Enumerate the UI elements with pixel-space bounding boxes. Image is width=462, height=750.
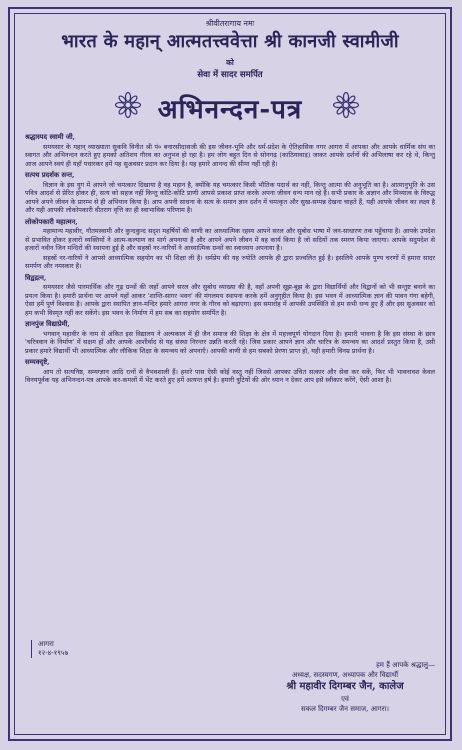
section-samyakdrishte (25, 358, 435, 385)
date: १२-४-१९५७ (38, 649, 69, 657)
section-heading: श्रद्धास्पद स्वामी जी, (25, 133, 76, 141)
section-gyanpunj (25, 320, 435, 355)
document-title: अभिनन्दन-पत्र (157, 95, 303, 125)
headline: भारत के महान् आत्मतत्त्ववेत्ता श्री कानजी स्वामीजी (61, 31, 399, 52)
paragraph: विज्ञान के इस युग में आपने जो चमत्कार दिखाया है वह महान है, क्योंकि यह चमत्कार किसी भौतिक पदार्थ का नहीं, किन्तु आत्मा की अनुभूति का है। आत्मानुभूति के उस पवित्र आदर्श से प्रेरित होकर ही, सत्य को सहज नहीं किन्तु कोटि-कोटि प्राणी आपसे प्रकाश प्राप्त करके अपना जीवन धन्य मान रहे हैं। सभी प्रकार के अज्ञान और मिथ्यात्व के विरुद्ध आपने अपने जीवन के प्रारम्भ से ही अभियान किया है। आप अपनी साधना के सत्य के समान ज्ञान दर्शन में चमत्कृत और सुख-सम्पन्न देखना चाहते हैं, यही आपके जीवन का लक्ष्य है और यही आपकी लोकोपकारी वीतराग वृत्ति का ही स्वाभाविक परिणाम है। (25, 180, 435, 214)
section-vidvadratna (25, 274, 435, 318)
paragraph: सहस्रों नर-नारियों ने आपसे आध्यात्मिक सहयोग का भी शिक्षा ली है। धर्मप्रेम की यह ज्योति आपके ही द्वारा प्रज्वलित हुई है। इसलिये आपके पुण्य चरणों में हमारा सादर समर्पण और नमस्कार है। (25, 253, 435, 270)
section-heading: ज्ञानपुंज विद्याप्रेमी, (25, 320, 70, 328)
paragraph: महामान्य महावीर, गौतमस्वामी और कुन्दकुन्द सदृश महर्षियों की वाणी का आध्यात्मिक रहस्य आपने सरल और सुबोध भाषा में जन-साधारण तक पहुँचाया है। आपके उपदेश से प्रभावित होकर हजारों व्यक्तियों ने आत्म-कल्याण का मार्ग अपनाया है और आपने अपने जीवन में वह कार्य किया है जो सदियों तक स्मरण किया जाएगा। आपके सदुपदेश से हजारों नवीन जिन मन्दिरों की स्थापना हुई है और सहस्रों नर-नारियों ने आध्यात्मिक ग्रन्थों का स्वाध्याय अपनाया है। (25, 227, 435, 252)
paragraph: समयसार जैसे पारमार्थिक और गूढ़ ग्रन्थों की जहाँ आपने सरल और सुबोध व्याख्या की है, वहाँ अपनी सूझ-बूझ के द्वारा विद्यार्थियों और विद्वानों को भी सन्तुष्ट बनाने का प्रयत्न किया है। हमारी प्रार्थना पर आपने यहाँ आकर 'शान्ति-सागर भवन' की मंगलमय स्थापना करके हमें अनुगृहीत किया है। इस भवन में आध्यात्मिक ज्ञान की पावन गंगा बहेगी, ऐसा हमें पूर्ण विश्वास है। आपके द्वारा स्थापित ज्ञान-मन्दिर हमारे आगरा नगर के गौरव को बढ़ाएगा। इस समारोह में आपकी उपस्थिति से हम सभी धन्य हुए हैं और इस सुअवसर को हम कभी विस्मृत नहीं कर सकेंगे। इस भवन के निर्माण में हम सब का सहयोग समर्पित है। (25, 283, 435, 317)
section-heading: सम्यक्दृष्टे, (25, 358, 50, 366)
lotus-ornament-icon (333, 92, 359, 118)
paragraph: भगवान् महावीर के नाम से अंकित इस विद्यालय ने अल्पकाल में ही जैन समाज की शिक्षा के क्षेत्र में महत्त्वपूर्ण योगदान दिया है। हमारी भावना है कि इस संस्था के छात्र 'चरित्रवान के निर्माण' में सक्षम हों और आपके आशीर्वाद से यह संस्था निरन्तर उन्नति करती रहे। जिस प्रकार आपने ज्ञान और चारित्र के समन्वय का आदर्श प्रस्तुत किया है, उसी प्रकार हमारे विद्यार्थी भी आध्यात्मिक और लौकिक शिक्षा के समन्वय को अपनाएँ। आपकी वाणी से हम सबको प्रेरणा प्राप्त हो, यही हमारी विनम्र प्रार्थना है। (25, 329, 435, 355)
place-date (31, 640, 68, 658)
section-satpath (25, 171, 435, 215)
section-lokopkari (25, 218, 435, 271)
dedication-line: सेवा में सादर समर्पित (197, 70, 263, 80)
samaj-name: सकल दिगम्बर जैन समाज, आगरा। (300, 705, 389, 713)
closing-salutation: हम हैं आपके श्रद्धालु— (376, 661, 435, 669)
college-name: श्री महावीर दिगम्बर जैन, कालेज (286, 681, 404, 692)
paragraph: समयसार के महान् व्याख्याता सुकवि विनीत श्री पं० बनारसीदासजी की इस जीवन-भूमि और धर्म-प्रदेश के ऐतिहासिक नगर आगरा में आपका और आपके धार्मिक संघ का स्वागत और अभिनन्दन करते हुए हमको अतिशय गौरव का अनुभव हो रहा है। हम लोग बहुत दिन से सोनगढ़ (काठियावाड़) जाकर आपके दर्शनों की अभिलाषा कर रहे थे, किन्तु आज आपने स्वयं ही यहाँ पधारकर हमें यह सुअवसर प्रदान कर दिया है। यह हमारे आनन्द की सीमा नहीं रही है। (25, 142, 435, 168)
ko-line: को (226, 58, 234, 67)
paragraph: आप तो सत्यनिष्ठ, सम्यग्ज्ञान आदि रत्नों से वैभवशाली हैं। हमारे पास ऐसी कोई वस्तु नहीं जिससे आपका उचित सत्कार और सेवा कर सकें, फिर भी भावनावश केवल विनयपूर्वक यह अभिनन्दन-पत्र आपके कर-कमलों में भेंट करते हुए हमें अत्यन्त हर्ष है। हमारी त्रुटियों की ओर ध्यान न देकर आप इसे स्वीकार करेंगे, ऐसी आशा है। (25, 367, 435, 384)
signature-block (229, 660, 461, 714)
invocation: श्रीवीतरागाय नमः (205, 19, 255, 28)
section-salutation (25, 133, 435, 168)
signatories: अध्यक्ष, सदस्यगण, अध्यापक और विद्यार्थी (291, 671, 399, 679)
section-heading: विद्वद्रत्न, (25, 273, 47, 282)
outer-border (8, 7, 452, 741)
address-body (25, 130, 435, 386)
inner-border (14, 13, 446, 735)
section-heading: सत्पथ प्रदर्शक सन्त, (25, 171, 75, 179)
and-word: एवं (341, 695, 349, 703)
place-city: आगरा (38, 640, 54, 648)
section-heading: लोकोपकारी महात्मन, (25, 217, 78, 226)
